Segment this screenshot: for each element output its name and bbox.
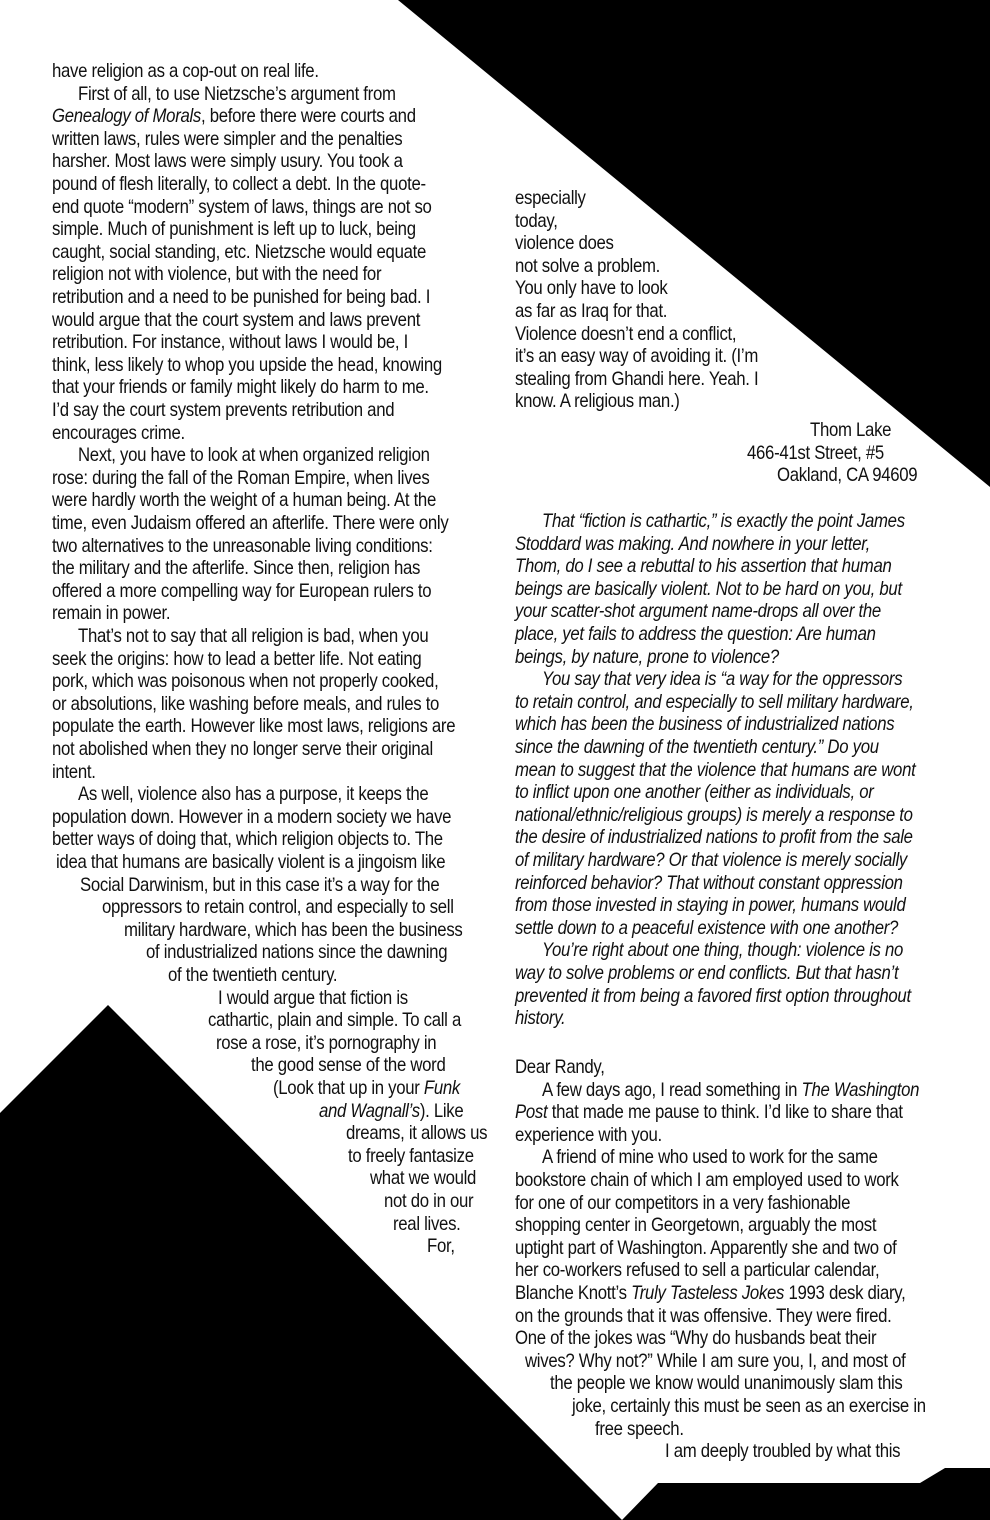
second-letter-line: bookstore chain of which I am employed used to work (515, 1169, 899, 1191)
left-column-line: offered a more compelling way for European rulers to (52, 579, 432, 602)
editor-reply-line: national/ethnic/religious groups) is merely a response to (515, 803, 913, 826)
editor-reply-line: which has been the business of industrialized nations (515, 713, 895, 736)
letter-continuation-line: You only have to look (515, 277, 668, 300)
editor-reply-line: way to solve problems or end conflicts. But that hasn’t (515, 962, 899, 984)
left-column-line: military hardware, which has been the business (124, 918, 463, 941)
editor-reply-line: the desire of industrialized nations to profit from the sale (515, 826, 913, 849)
left-column-line: For, (427, 1235, 455, 1258)
left-column-line: dreams, it allows us (346, 1122, 488, 1145)
signature-street: 466-41st Street, #5 (747, 441, 884, 464)
left-column-line: or absolutions, like washing before meals, and rules to (52, 692, 440, 715)
left-column-line: That’s not to say that all religion is bad, when you (78, 625, 429, 647)
second-letter-line: free speech. (595, 1417, 684, 1440)
left-column-line: seek the origins: how to lead a better life. Not eating (52, 647, 422, 670)
letter-continuation-line: not solve a problem. (515, 254, 661, 277)
top-right-black-triangle (398, 0, 990, 487)
editor-reply-line: since the dawning of the twentieth century.” Do you (515, 736, 879, 758)
left-column-line: remain in power. (52, 602, 171, 625)
letter-continuation-line: stealing from Ghandi here. Yeah. I (515, 367, 759, 390)
editor-reply-line: to retain control, and especially to sell military hardware, (515, 690, 914, 713)
editor-reply-line: of military hardware? Or that violence is merely socially (515, 849, 907, 871)
left-column-line: Next, you have to look at when organized religion (78, 444, 430, 467)
left-column-line: oppressors to retain control, and especially to sell (102, 896, 454, 919)
left-column-line: pork, which was poisonous when not properly cooked, (52, 670, 439, 693)
left-column-line: populate the earth. However like most laws, religions are (52, 715, 456, 738)
bottom-right-black-shape (622, 1468, 990, 1520)
signature-city: Oakland, CA 94609 (777, 464, 918, 487)
editor-reply-line: You’re right about one thing, though: violence is no (542, 939, 904, 962)
left-column-line: what we would (370, 1167, 477, 1190)
editor-reply-line: place, yet fails to address the question: Are human (515, 623, 876, 645)
second-letter-line: experience with you. (515, 1123, 662, 1146)
editor-reply-line: your scatter-shot argument name-drops all over the (515, 600, 881, 623)
editor-reply-line: settle down to a peaceful existence with one another? (515, 916, 899, 939)
left-column-line: and Wagnall’s). Like (319, 1099, 464, 1122)
editor-reply-line: That “fiction is cathartic,” is exactly the point James (542, 510, 905, 532)
left-column-line: the good sense of the word (251, 1054, 446, 1077)
left-column-line: harsher. Most laws were simply usury. You took a (52, 150, 403, 173)
editor-reply-line: to inflict upon one another (either as individuals, or (515, 781, 874, 804)
left-column-line: intent. (52, 760, 96, 783)
left-column-line: not abolished when they no longer serve their original (52, 738, 433, 760)
second-letter-line: for one of our competitors in a very fashionable (515, 1191, 851, 1214)
second-letter-line: One of the jokes was “Why do husbands beat their (515, 1327, 877, 1350)
left-column-line: I would argue that fiction is (218, 986, 408, 1009)
left-column-line: pound of flesh literally, to collect a debt. In the quote- (52, 173, 426, 195)
left-column-line: encourages crime. (52, 421, 185, 444)
left-column-line: As well, violence also has a purpose, it keeps the (78, 783, 429, 806)
left-column-line: Genealogy of Morals, before there were courts and (52, 105, 416, 128)
left-column-line: rose a rose, it’s pornography in (216, 1031, 437, 1054)
second-letter-line: Post that made me pause to think. I’d like to share that (515, 1101, 903, 1124)
left-column-line: First of all, to use Nietzsche’s argument from (78, 82, 396, 105)
left-column-line: time, even Judaism offered an afterlife. There were only (52, 512, 449, 534)
editor-reply-line: Thom, do I see a rebuttal to his assertion that human (515, 555, 892, 578)
letter-continuation-line: it’s an easy way of avoiding it. (I’m (515, 345, 759, 368)
second-letter-line: A few days ago, I read something in The Washington (542, 1078, 920, 1101)
letter-continuation-line: violence does (515, 232, 614, 255)
letter-continuation-line: know. A religious man.) (515, 390, 680, 413)
editor-reply-line: mean to suggest that the violence that humans are wont (515, 758, 916, 781)
left-column-line: of industrialized nations since the dawning (146, 941, 448, 964)
left-column-line: the military and the afterlife. Since then, religion has (52, 557, 421, 580)
left-column-line: that your friends or family might likely do harm to me. (52, 376, 429, 399)
left-column-line: I’d say the court system prevents retribution and (52, 399, 395, 421)
editor-reply-line: Stoddard was making. And nowhere in your letter, (515, 532, 871, 555)
signature-name: Thom Lake (810, 419, 892, 441)
editor-reply-line: beings, by nature, prone to violence? (515, 645, 779, 668)
left-column-line: religion not with violence, but with the need for (52, 263, 382, 286)
left-column-line: not do in our (384, 1190, 474, 1212)
left-column-line: end quote “modern” system of laws, things are not so (52, 195, 432, 218)
second-letter-line: A friend of mine who used to work for the same (542, 1146, 878, 1169)
editor-reply-line: beings are basically violent. Not to be hard on you, but (515, 577, 902, 600)
left-column-line: retribution and a need to be punished for being bad. I (52, 286, 431, 308)
letter-continuation-line: Violence doesn’t end a conflict, (515, 322, 737, 345)
left-column-line: caught, social standing, etc. Nietzsche would equate (52, 240, 427, 263)
letter-continuation-line: especially (515, 187, 586, 209)
letter-continuation-line: today, (515, 209, 558, 232)
second-letter-line: her co-workers refused to sell a particular calendar, (515, 1259, 880, 1282)
left-column-line: of the twentieth century. (168, 964, 338, 986)
second-letter-line: wives? Why not?” While I am sure you, I, and most of (525, 1349, 906, 1372)
second-letter-line: uptight part of Washington. Apparently she and two of (515, 1236, 897, 1259)
second-letter-line: joke, certainly this must be seen as an exercise in (572, 1395, 926, 1417)
left-column-line: cathartic, plain and simple. To call a (208, 1009, 461, 1032)
second-letter-line: on the grounds that it was offensive. They were fired. (515, 1304, 892, 1327)
second-letter-line: I am deeply troubled by what this (665, 1440, 901, 1463)
left-column-line: simple. Much of punishment is left up to luck, being (52, 218, 416, 241)
second-letter-line: Blanche Knott’s Truly Tasteless Jokes 1993 desk diary, (515, 1282, 906, 1304)
second-letter-line: Dear Randy, (515, 1056, 605, 1078)
left-column-line: would argue that the court system and laws prevent (52, 308, 421, 331)
left-column-line: two alternatives to the unreasonable living conditions: (52, 534, 433, 557)
left-column-line: have religion as a cop-out on real life. (52, 60, 319, 82)
left-column-line: idea that humans are basically violent is a jingoism like (56, 851, 446, 873)
left-column-line: population down. However in a modern society we have (52, 805, 452, 828)
left-column-line: think, less likely to whop you upside the head, knowing (52, 353, 442, 376)
left-column-line: were hardly worth the weight of a human being. At the (52, 489, 436, 512)
left-column-line: (Look that up in your Funk (273, 1077, 461, 1099)
editor-reply-line: from those invested in staying in power, humans would (515, 894, 906, 917)
editor-reply-line: history. (515, 1007, 566, 1030)
left-column-line: rose: during the fall of the Roman Empire, when lives (52, 466, 430, 489)
left-column-line: retribution. For instance, without laws I would be, I (52, 331, 408, 354)
editor-reply-line: You say that very idea is “a way for the oppressors (542, 668, 903, 691)
left-column-line: Social Darwinism, but in this case it’s a way for the (80, 873, 440, 896)
editor-reply-line: reinforced behavior? That without constant oppression (515, 871, 903, 894)
editor-reply-line: prevented it from being a favored first option throughout (515, 984, 911, 1007)
letter-continuation-line: as far as Iraq for that. (515, 300, 668, 322)
left-column-line: real lives. (393, 1212, 461, 1235)
left-column-line: written laws, rules were simpler and the penalties (52, 127, 403, 150)
second-letter-line: the people we know would unanimously slam this (550, 1372, 903, 1395)
second-letter-line: shopping center in Georgetown, arguably the most (515, 1214, 877, 1237)
left-column-line: to freely fantasize (348, 1144, 474, 1167)
left-column-line: better ways of doing that, which religion objects to. The (52, 828, 443, 851)
